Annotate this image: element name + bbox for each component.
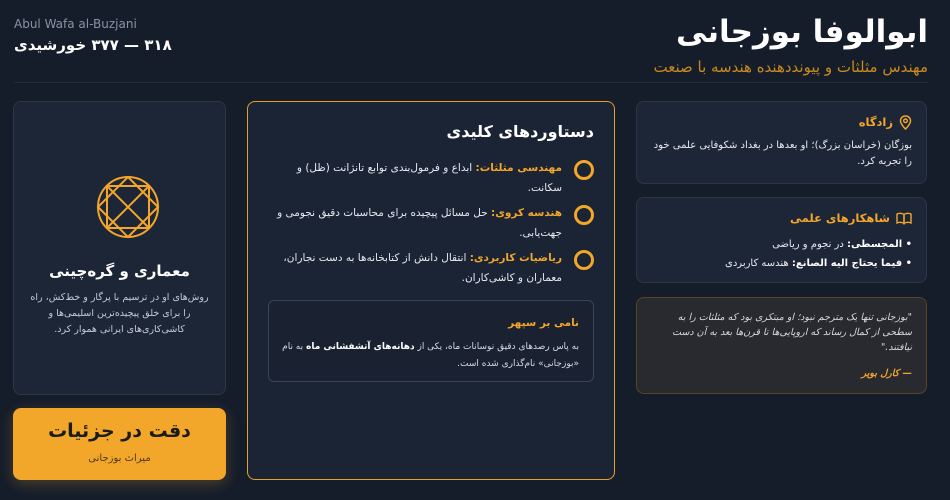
header-divider <box>14 82 928 83</box>
birthplace-heading <box>859 115 912 130</box>
ring-bullet-icon <box>574 250 594 270</box>
precision-card <box>13 408 226 480</box>
birthplace-text: بوزگان (خراسان بزرگ)؛ او بعدها در بغداد شکوفایی علمی خود را تجربه کرد. <box>653 140 912 167</box>
achievement-item <box>270 203 594 243</box>
location-pin-icon <box>899 115 912 130</box>
achievement-text: ابداع و فرمول‌بندی توابع تانژانت (ظل) و سکانت. <box>296 162 562 194</box>
quote-author: — کارل بویر <box>861 368 912 379</box>
achievement-key: هندسه کروی: <box>491 207 562 219</box>
open-book-icon <box>896 212 912 225</box>
achievement-item <box>270 158 594 198</box>
quote-text: "بوزجانی تنها یک مترجم نبود؛ او مبتکری بود که مثلثات را به سطحی از کمال رساند که اروپایی‌ها تا قرن‌ها بعد به آن دست نیافتند." <box>672 312 912 353</box>
list-item: • المجسطی: در نجوم و ریاضی <box>772 239 912 250</box>
ring-bullet-icon <box>574 205 594 225</box>
life-years: ۳۱۸ — ۳۷۷ خورشیدی <box>14 36 172 54</box>
architecture-title: معماری و گره‌چینی <box>49 262 190 280</box>
legacy-card <box>636 197 927 283</box>
achievements-title: دستاوردهای کلیدی <box>446 122 594 141</box>
achievement-text: انتقال دانش از کتابخانه‌ها به دست نجاران، معماران و کاشی‌کاران. <box>283 252 562 284</box>
latin-name: Abul Wafa al-Buzjani <box>14 17 137 31</box>
architecture-text: روش‌های او در ترسیم با پرگار و خط‌کش، راه را برای خلق پیچیده‌ترین اسلیمی‌ها و کاشی‌کاری‌های ایرانی هموار کرد. <box>30 292 209 335</box>
quote-card <box>636 297 927 394</box>
ring-bullet-icon <box>574 160 594 180</box>
legacy-title: شاهکارهای علمی <box>790 211 890 225</box>
achievement-key: ریاضیات کاربردی: <box>469 252 562 264</box>
geometric-pattern-icon <box>96 175 160 239</box>
precision-subtitle: میراث بوزجانی <box>88 453 151 464</box>
achievement-item <box>270 248 594 288</box>
precision-title: دقت در جزئیات <box>48 420 191 442</box>
legacy-heading <box>790 211 912 225</box>
list-item: • فیما یحتاج الیه الصانع: هندسه کاربردی <box>725 258 912 269</box>
page-title: ابوالوفا بوزجانی <box>675 14 928 50</box>
architecture-card <box>13 101 226 395</box>
sky-box <box>268 300 594 382</box>
achievement-key: مهندسی مثلثات: <box>475 162 562 174</box>
achievements-card <box>247 101 615 480</box>
page-subtitle: مهندس مثلثات و پیونددهنده هندسه با صنعت <box>653 58 928 76</box>
birthplace-card <box>636 101 927 184</box>
achievement-text: حل مسائل پیچیده برای محاسبات دقیق نجومی و جهت‌یابی. <box>277 207 562 239</box>
sky-text: به پاس رصدهای دقیق نوسانات ماه، یکی از دهانه‌های آتشفشانی ماه به نام «بوزجانی» نام‌گذاری شده است. <box>282 342 579 369</box>
legacy-list <box>651 235 912 273</box>
sky-title: نامی بر سپهر <box>508 317 579 329</box>
birthplace-title: زادگاه <box>858 115 893 129</box>
